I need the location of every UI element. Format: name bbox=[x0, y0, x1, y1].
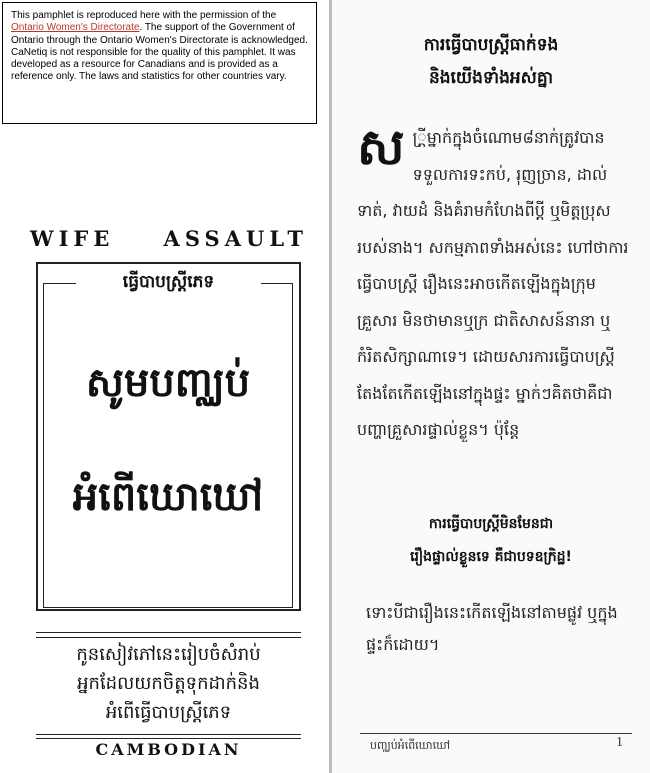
cover-footer-line-3: អំពើធ្វើបាបស្ត្រីភេទ bbox=[105, 702, 232, 723]
language-label: CAMBODIAN bbox=[95, 740, 242, 759]
cover-footer bbox=[36, 640, 301, 727]
cover-frame-inner bbox=[43, 283, 293, 608]
cover-subtitle: ធ្វើបាបស្ត្រីភេទ bbox=[76, 267, 261, 299]
article-subheading-line-1: ការធ្វើបាបស្ត្រីមិនមែនជា bbox=[428, 516, 554, 532]
cover-footer-line-1: កូនសៀវភៅនេះរៀបចំសំរាប់ bbox=[76, 644, 261, 665]
page-number: 1 bbox=[616, 735, 623, 750]
cover-rule-3 bbox=[36, 734, 301, 735]
article-heading-line-1: ការធ្វើបាបស្ត្រីធាក់ទង bbox=[423, 35, 559, 55]
article-heading-line-2: និងយើងទាំងអស់គ្នា bbox=[428, 68, 554, 88]
cover-rule-4 bbox=[36, 738, 301, 739]
cover-rule-1 bbox=[36, 632, 301, 633]
article-body-text: ្ត្រីម្នាក់ក្នុងចំណោម៨នាក់ត្រូវបានទទួលការទះកប់, រុញច្រាន, ដាល់ទាត់, វាយដំ និងគំរាមកំហែងពីប្តី ឬមិត្តប្រុសរបស់នាង។ សកម្មភាពទាំងអស់នេះ ហៅថាការធ្វើបាបស្ត្រី រឿងនេះអាចកើតឡើងក្នុងក្រុមគ្រួសារ មិនថាមានឬក្រ ជាតិសាសន៍នានា ឬកំរិតសិក្សាណាទេ។ ដោយសារការធ្វើបាបស្ត្រីតែងតែកើតឡើងនៅក្នុងផ្ទះ ម្នាក់ៗគិតថាគឺជាបញ្ហាគ្រួសារផ្ទាល់ខ្លួន។ ប៉ុន្តែ bbox=[357, 128, 629, 439]
article-body-2: ទោះបីជារឿងនេះកើតឡើងនៅតាមផ្លូវ ឬក្នុងផ្ទះក៏ដោយ។ bbox=[366, 603, 618, 654]
cover-footer-line-2: អ្នកដែលយកចិត្តទុកដាក់និង bbox=[77, 673, 260, 694]
article-footer-rule bbox=[360, 733, 632, 734]
notice-text-end: . The support of the Government of Ontario through the Ontario Women's Directorate is acknowledged. CaNetiq is not responsible for the quality of this pamphlet. It was developed as a resource for Canadians and is provided as a reference only. The laws and statistics for other countries vary. bbox=[11, 22, 308, 83]
permission-notice bbox=[2, 2, 317, 124]
cover-rule-2 bbox=[36, 637, 301, 638]
cover-title-word-wife: WIFE bbox=[30, 226, 115, 251]
cover-title bbox=[30, 226, 308, 251]
ontario-womens-directorate-link[interactable]: Ontario Women's Directorate bbox=[11, 22, 140, 34]
cover-big-line-1: សូមបញ្ឈប់ bbox=[85, 360, 251, 406]
page-edge bbox=[329, 0, 332, 773]
article-dropcap: ស bbox=[357, 118, 405, 176]
article-body bbox=[357, 120, 632, 449]
article-subheading-line-2: រឿងផ្ទាល់ខ្លួនទេ គឺជាបទឧក្រិដ្ឋ! bbox=[410, 549, 572, 565]
cover-title-word-assault: ASSAULT bbox=[163, 226, 308, 251]
notice-text-start: This pamphlet is reproduced here with the permission of the bbox=[11, 10, 277, 21]
cover-big-line-2: អំពើឃោឃៅ bbox=[72, 474, 264, 520]
article-footer-text: បញ្ឈប់អំពើឃោឃៅ bbox=[370, 739, 451, 752]
